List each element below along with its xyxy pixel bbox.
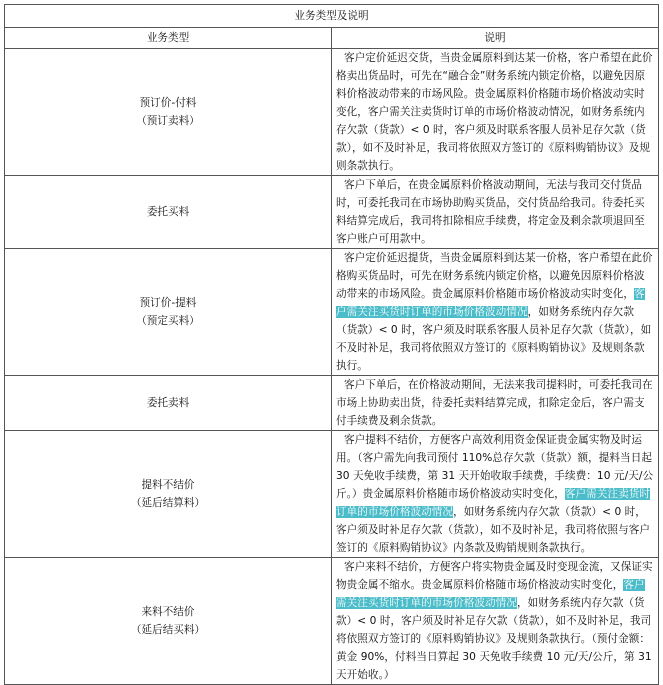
desc-highlight: 客户需关注买货时订单的市场价格波动情况: [336, 579, 645, 609]
type-sublabel: （延后结算料）: [130, 497, 206, 509]
title-row: [5, 5, 659, 28]
table-row: [5, 431, 659, 558]
business-type-table-container: [4, 4, 659, 685]
desc-cell: [332, 558, 659, 685]
table-row: [5, 176, 659, 249]
desc-text: 客户下单后，在贵金属原料价格波动期间，无法与我司交付货品时，可委托我司在市场协助购买货品，交付货品给我司。待委托买料结算完成后，我司将扣除相应手续费，将定金及剩余款项退回至客户账户可用款中。: [336, 179, 645, 245]
type-label: 委托买料: [146, 206, 190, 218]
type-cell: [5, 176, 332, 249]
header-type: 业务类型: [5, 28, 332, 49]
type-label: 提料不结价: [141, 479, 195, 491]
type-label: 预订价-付料: [139, 97, 197, 109]
desc-highlight: 客户需关注卖货时订单的市场价格波动情况: [336, 488, 651, 518]
table-row: [5, 558, 659, 685]
table-row: [5, 49, 659, 176]
business-type-table: [4, 4, 659, 685]
type-sublabel: （延后结买料）: [130, 624, 206, 636]
desc-text: 客户提料不结价，方便客户高效利用资金保证贵金属实物及时运用。（客户需先向我司预付 110%总存欠款（货款）额，提料当日起 30 天免收手续费，第 31 天开始收取手续费，手续费：10 元/天/公斤。）贵金属原料价格随市场价格波动实时变化，: [336, 434, 654, 500]
type-label: 来料不结价: [141, 606, 195, 618]
desc-text: 客户定价延迟交货，当贵金属原料到达某一价格，客户希望在此价格卖出货品时，可先在“融合金”财务系统内锁定价格，以避免因原料价格波动带来的市场风险。贵金属原料价格随市场价格波动实时变化，客户需关注卖货时订单的市场价格波动情况，如财务系统内存欠款（货款）< 0 时，客户须及时联系客服人员补足存欠款（货款），如不及时补足，我司将依照双方签订的《原料购销协议》及规则条款执行。: [336, 52, 653, 172]
type-cell: [5, 558, 332, 685]
table-row: [5, 249, 659, 376]
type-cell: [5, 49, 332, 176]
desc-text: 客户来料不结价，方便客户将实物贵金属及时变现金流，又保证实物贵金属不缩水。贵金属原料价格随市场价格波动实时变化，: [336, 561, 653, 591]
type-label: 预订价-提料: [139, 297, 197, 309]
type-sublabel: （预订卖料）: [136, 115, 200, 127]
desc-text: 客户定价延迟提货，当贵金属原料到达某一价格，客户希望在此价格购买货品时，可先在财务系统内锁定价格，以避免因原料价格波动带来的市场风险。贵金属原料价格随市场价格波动实时变化，: [336, 252, 653, 300]
desc-cell: [332, 376, 659, 431]
type-cell: [5, 376, 332, 431]
table-title: 业务类型及说明: [5, 5, 659, 28]
type-cell: [5, 431, 332, 558]
desc-cell: [332, 431, 659, 558]
desc-text-after: ，如财务系统内存欠款（货款）< 0 时，客户须及时联系客服人员补足存欠款（货款），如不及时补足，我司将依照双方签订的《原料购销协议》及规则条款执行。: [336, 306, 652, 372]
type-cell: [5, 249, 332, 376]
type-label: 委托卖料: [146, 397, 190, 409]
header-desc: 说明: [332, 28, 659, 49]
desc-text-after: ，如财务系统内存欠款（货款）< 0 时，客户须及时补足存欠款（货款），如不及时补足，我司将依照双方签订的《原料购销协议》及规则条款执行。（预付金额：黄金 90%，付料当日算起 30 天免收手续费 10 元/天/公斤，第 31 天开始收。）: [336, 597, 652, 681]
desc-cell: [332, 49, 659, 176]
type-sublabel: （预定买料）: [136, 315, 200, 327]
header-row: [5, 28, 659, 49]
desc-cell: [332, 249, 659, 376]
desc-text: 客户下单后，在价格波动期间，无法来我司提料时，可委托我司在市场上协助卖出货，待委托卖料结算完成，扣除定金后，客户需支付手续费及剩余货款。: [336, 379, 653, 427]
desc-cell: [332, 176, 659, 249]
table-row: [5, 376, 659, 431]
desc-text-after: ，如财务系统内存欠款（货款）< 0 时，客户须及时补足存欠款（货款），如不及时补足，我司将依照与客户签订的《原料购销协议》内条款及购销规则条款执行。: [336, 506, 651, 554]
desc-highlight: 客户需关注买货时订单的市场价格波动情况: [336, 288, 645, 318]
